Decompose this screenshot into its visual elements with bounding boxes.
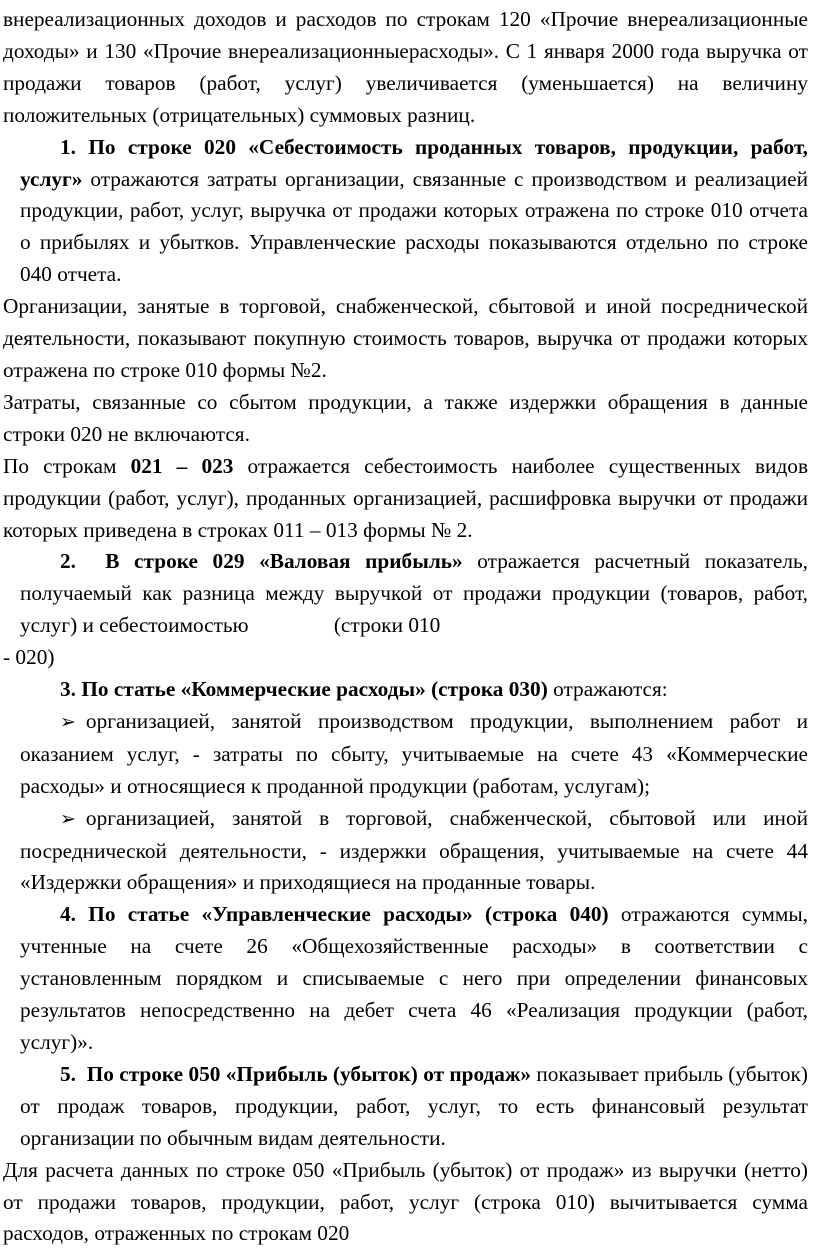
paragraph-lines-pre: По строкам xyxy=(3,453,131,478)
section-3-bullet-2-text: организацией, занятой в торговой, снабженческой, сбытовой или иной посреднической деятельности, - издержки обращения, учитываемые на счете 44 «Издержки обращения» и приходящиеся на проданные товары. xyxy=(20,805,808,895)
section-3-bullet-1 xyxy=(20,706,808,803)
section-4-heading: По статье «Управленческие расходы» (строка 040) xyxy=(88,902,609,927)
paragraph-lines-bold: 021 – 023 xyxy=(130,453,234,478)
paragraph-trade: Организации, занятые в торговой, снабженческой, сбытовой и иной посреднической деятельности, показывают покупную стоимость товаров, выручка от продажи которых отражена по строке 010 формы №2. xyxy=(3,294,808,382)
paragraph-lines-post: отражается себестоимость наиболее существенных видов продукции (работ, услуг), проданных организацией, расшифровка выручки от продажи которых приведена в строках 011 – 013 формы № 2. xyxy=(3,453,808,542)
section-3-bullet-2 xyxy=(20,803,808,900)
section-3-bullet-1-text: организацией, занятой производством продукции, выполнением работ и оказанием услуг, - затраты по сбыту, учитываемые на счете 43 «Коммерческие расходы» и относящиеся к проданной продукции (работам, услугам); xyxy=(20,708,808,798)
section-3-number: 3. xyxy=(60,677,76,702)
section-4-text: отражаются суммы, учтенные на счете 26 «Общехозяйственные расходы» в соответствии с установленным порядком и списываемые с него при определении финансовых результатов непосредственно на дебет счета 46 «Реализация продукции (работ, услуг)». xyxy=(20,902,808,1054)
section-2-tail-line: - 020) xyxy=(3,645,55,670)
section-4 xyxy=(20,899,808,1059)
section-5-number: 5. xyxy=(60,1061,76,1086)
paragraph-costs: Затраты, связанные со сбытом продукции, а также издержки обращения в данные строки 020 не включаются. xyxy=(3,389,808,446)
section-1-number: 1. xyxy=(60,134,76,159)
paragraph-lines xyxy=(3,451,808,547)
section-2-heading: В строке 029 «Валовая прибыль» xyxy=(105,549,463,574)
paragraph-calc: Для расчета данных по строке 050 «Прибыль (убыток) от продаж» из выручки (нетто) от продажи товаров, продукции, работ, услуг (строка 010) вычитывается сумма расходов, отраженных по строкам 020 xyxy=(3,1157,808,1246)
section-2 xyxy=(20,546,808,642)
section-2-number: 2. xyxy=(60,549,76,574)
section-5 xyxy=(20,1059,808,1155)
arrow-bullet-icon: ➢ xyxy=(60,711,76,733)
section-3-text: отражаются: xyxy=(547,677,668,702)
section-3-heading: По статье «Коммерческие расходы» (строка 030) xyxy=(81,677,548,702)
arrow-bullet-icon: ➢ xyxy=(60,808,76,830)
section-3 xyxy=(60,674,808,706)
section-5-text: показывает прибыль (убыток) от продаж товаров, продукции, работ, услуг, то есть финансовый результат организации по обычным видам деятельности. xyxy=(20,1061,808,1150)
section-2-tail: (строки 010 xyxy=(333,613,441,638)
section-2-text: отражается расчетный показатель, получаемый как разница между выручкой от продажи продукции (товаров, работ, услуг) и себестоимостью xyxy=(20,549,808,638)
section-1 xyxy=(20,132,808,292)
section-4-number: 4. xyxy=(60,902,76,927)
section-1-heading: По строке 020 «Себестоимость проданных товаров, продукции, работ, услуг» xyxy=(20,134,808,191)
paragraph-intro: внереализационных доходов и расходов по строкам 120 «Прочие внереализационные доходы» и 130 «Прочие внереализационныерасходы». С 1 января 2000 года выручка от продажи товаров (работ, услуг) увеличивается (уменьшается) на величину положительных (отрицательных) суммовых разниц. xyxy=(3,7,808,127)
section-1-text: отражаются затраты организации, связанные с производством и реализацией продукции, работ, услуг, выручка от продажи которых отражена по строке 010 отчета о прибылях и убытков. Управленческие расходы показываются отдельно по строке 040 отчета. xyxy=(20,166,808,287)
section-5-heading: По строке 050 «Прибыль (убыток) от продаж» xyxy=(86,1061,532,1086)
